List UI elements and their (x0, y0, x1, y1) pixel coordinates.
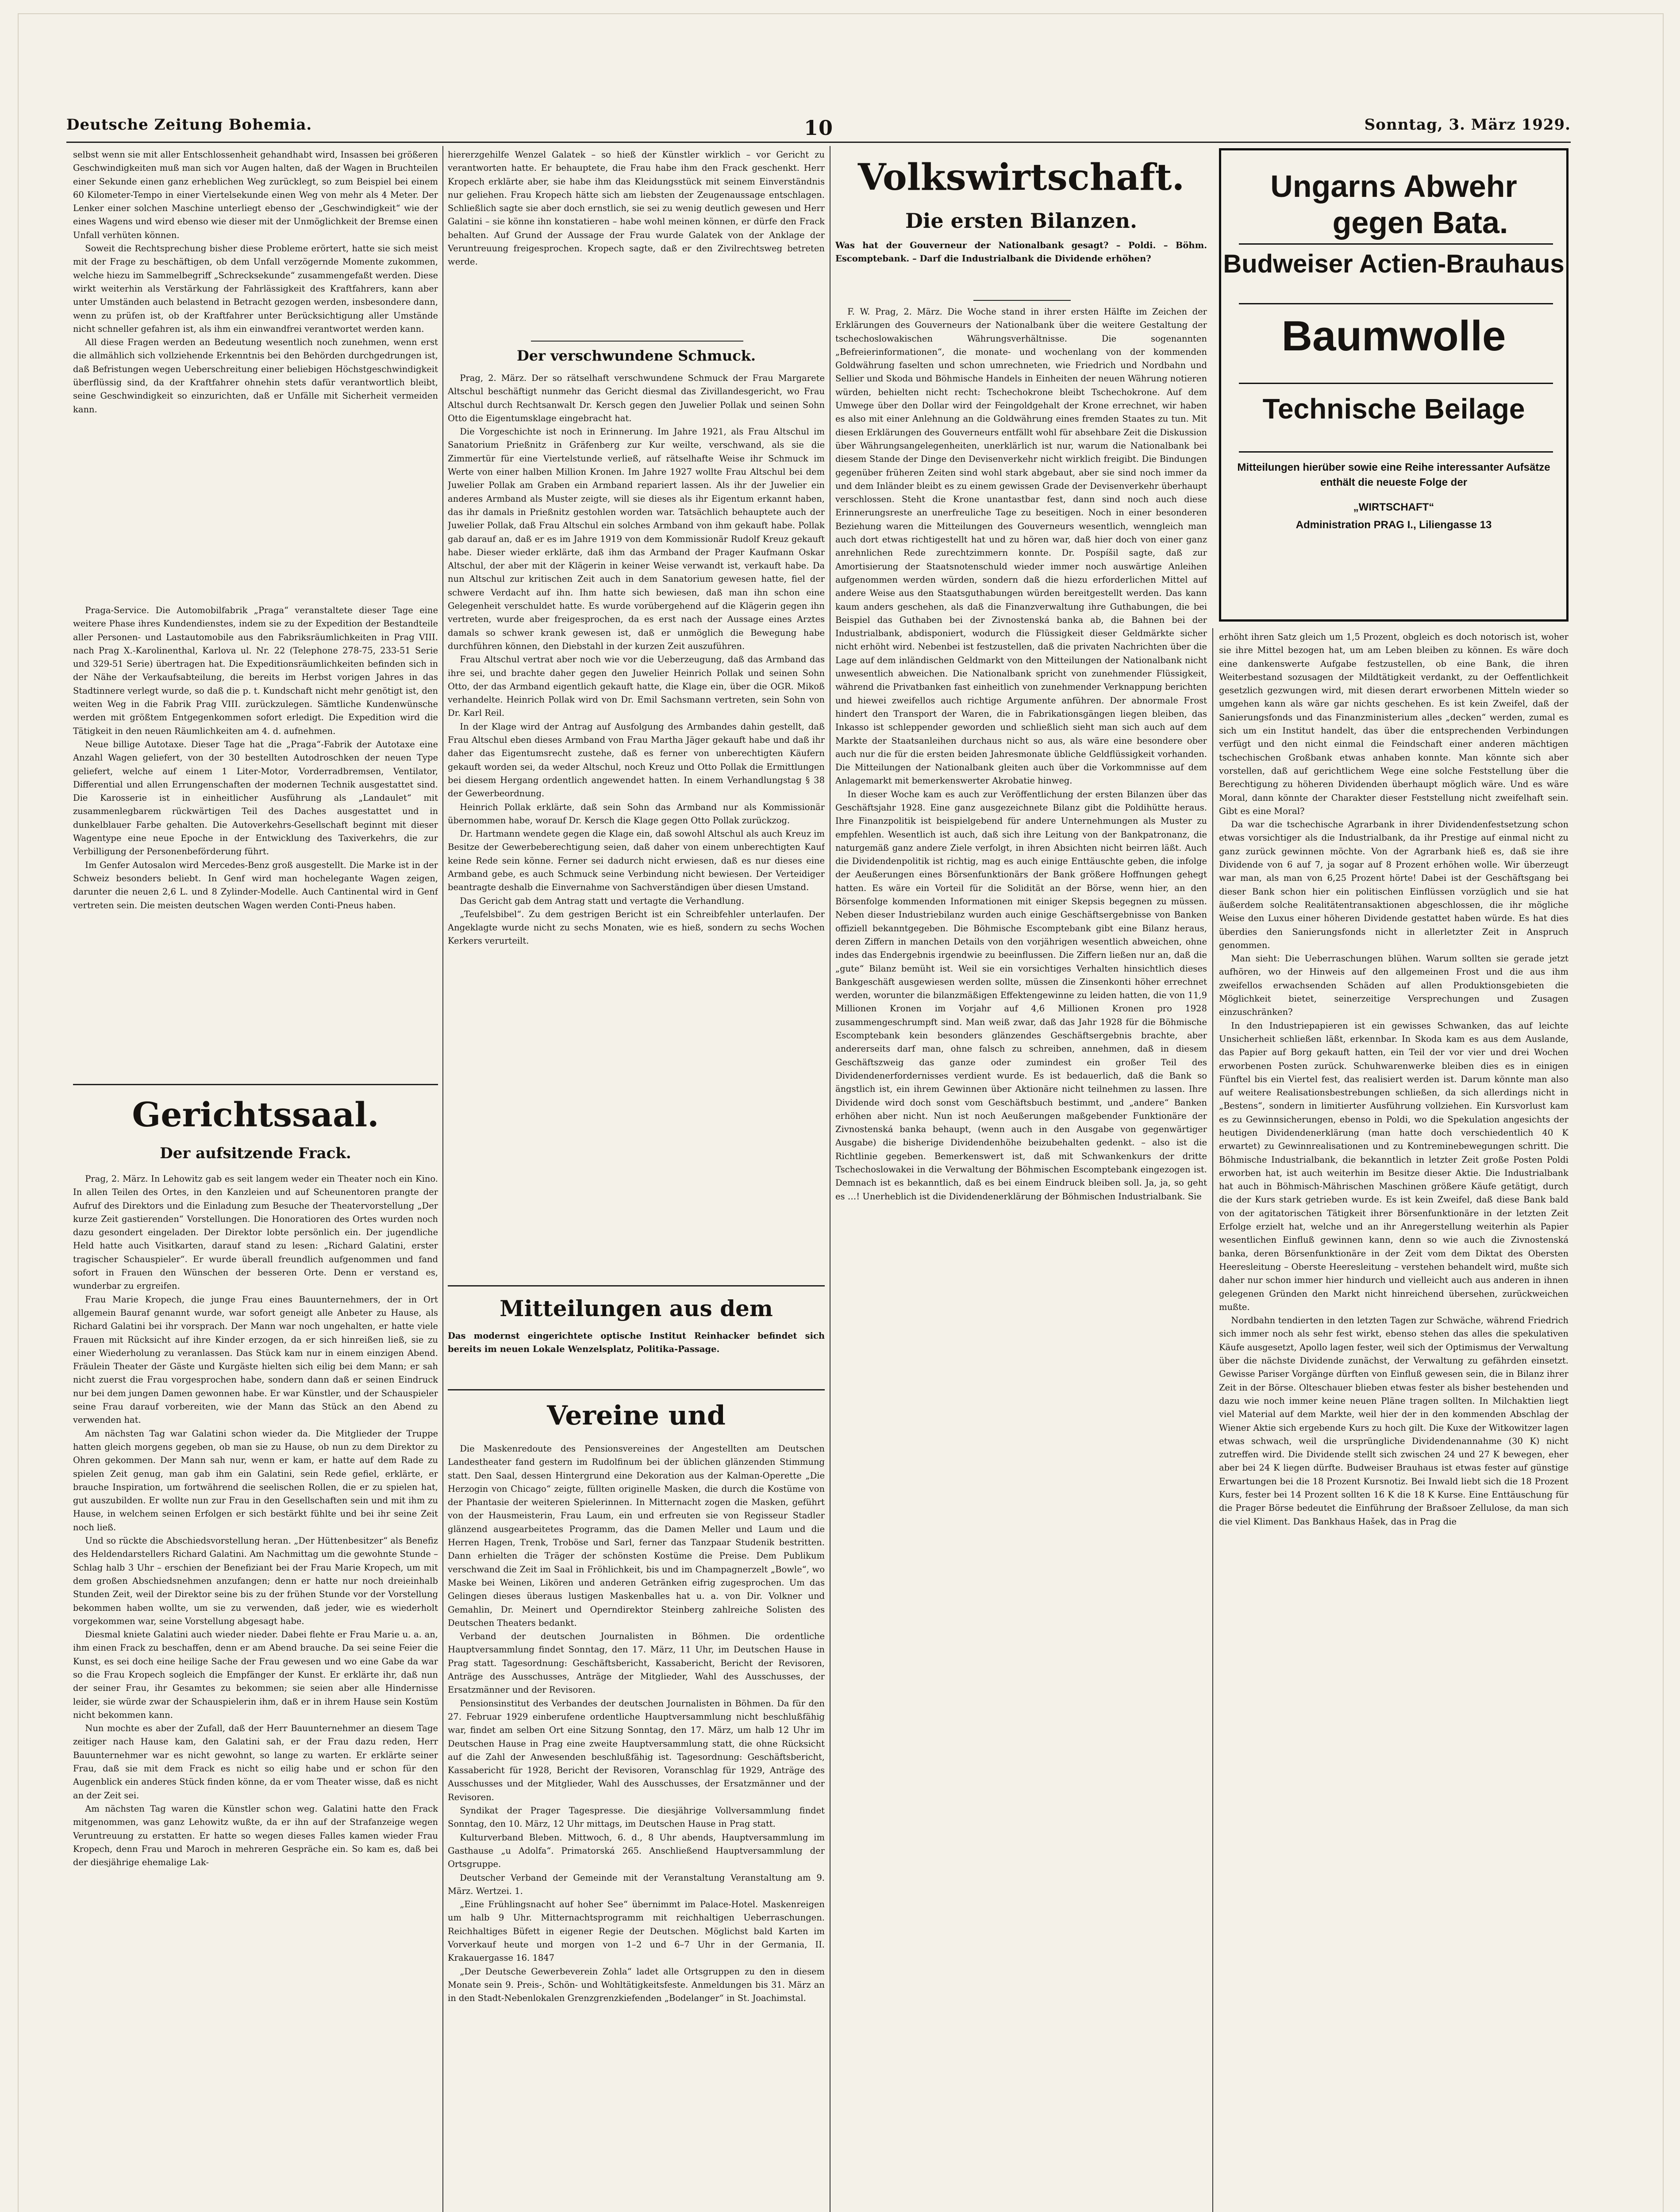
paragraph: Pensionsinstitut des Verbandes der deutschen Journalisten in Böhmen. Da für den 27. Februar 1929 einberufene ordentliche Hauptversammlung nicht beschlußfähig war, findet am selben Ort eine Sitzung Sonntag, den 17. März, um halb 12 Uhr im Deutschen Hause in Prag eine zweite Hauptversammlung statt, die ohne Rücksicht auf die Zahl der Anwesenden beschlußfähig ist. Tagesordnung: Geschäftsbericht, Kassabericht für 1928, Bericht der Revisoren, Voranschlag für 1929, Anträge des Ausschusses und der Mitglieder, Wahl des Ausschusses, der Ersatzmänner und der Revisoren. (448, 1698, 825, 1802)
paragraph: Man sieht: Die Ueberraschungen blühen. Warum sollten sie gerade jetzt aufhören, wo der Hinweis auf den allgemeinen Frost und die aus ihm zweifellos erwachsenden Schäden auf allen Produktionsgebieten die Möglichkeit bietet, seinerzeitige Versprechungen und Zusagen einzuschränken? (1219, 953, 1569, 1018)
paragraph: In der Klage wird der Antrag auf Ausfolgung des Armbandes dahin gestellt, daß Frau Altschul eben dieses Armband von Frau Martha Jäger gekauft habe und daß ihr daher das Eigentumsrecht zustehe, daß es ferner von unberechtigten Käufern gekauft worden sei, da weder Altschul, noch Kreuz und Otto Pollak die Ermittlungen bei diesem Hergang ordentlich angewendet hatten. In einem Verhandlungstag § 38 der Gewerbeordnung. (448, 721, 825, 799)
gerichtssaal-article (73, 1172, 438, 2212)
paragraph: Verband der deutschen Journalisten in Böhmen. Die ordentliche Hauptversammlung findet Sonntag, den 17. März, 11 Uhr, im Deutschen Hause in Prag statt. Tagesordnung: Geschäftsbericht, Kassabericht, Bericht der Revisoren, Anträge des Ausschusses, Anträge der Mitglieder, Wahl des Ausschusses, der Ersatzmänner und der Revisoren. (448, 1631, 825, 1695)
page-number: 10 (803, 116, 834, 140)
schmuck-heading: Der verschwundene Schmuck. (516, 347, 756, 364)
short-rule (531, 341, 743, 342)
paragraph: Am nächsten Tag waren die Künstler schon weg. Galatini hatte den Frack mitgenommen, was ganz Lehowitz wußte, da er ihn auf der Strafanzeige wegen Veruntreuung zu erstatten. Er hatte so wegen dieses Falles kamen wieder Frau Kropech, denn Frau und Maroch in mehreren Gespräche ein. So kam es, daß bei der diesjährige ehemalige Lak- (73, 1803, 438, 1868)
ad-divider (1239, 383, 1553, 384)
paragraph: Diesmal kniete Galatini auch wieder nieder. Dabei flehte er Frau Marie u. a. an, ihm einen Frack zu beschaffen, denn er am Abend brauche. Da sei seine Feier die Kunst, es sei doch eine heilige Sache der Frau gewesen und wo eine Gabe da war so die Frau Kropech sogleich die Empfänger der Kunst. Er erklärte ihr, daß nun der seiner Frau, ihr Gesamtes zu bekommen; sie seien aber alle Hindernisse leider, sie würde zwar der Schauspielerin ihm, daß er in ihrem Hause sein Kostüm nicht bekommen kann. (73, 1629, 438, 1720)
gerichtssaal-heading: Gerichtssaal. (132, 1095, 379, 1134)
paragraph: Praga-Service. Die Automobilfabrik „Praga“ veranstaltete dieser Tage eine weitere Phase ihres Kundendienstes, indem sie zu der Expedition der Bestandteile aller Personen- und Lastautomobile aus den Fabriksräumlichkeiten in Prag VIII. nach Prag X.-Karolinenthal, Karlova ul. Nr. 22 (Telephone 278-75, 233-51 Serie und 329-51 Serie) übertragen hat. Die Expeditionsräumlichkeiten befinden sich in der Nähe der Verkaufsabteilung, die bereits im Herbst vorigen Jahres in das Stadtinnere verlegt wurde, so daß die p. t. Kundschaft nicht mehr genötigt ist, den weiten Weg in die Fabrik Prag VIII. zurückzulegen. Sämtliche Kundenwünsche werden mit größtem Entgegenkommen sofort erledigt. Die Expedition wird die Tätigkeit in den neuen Räumlichkeiten am 4. d. aufnehmen. (73, 605, 438, 736)
paragraph: erhöht ihren Satz gleich um 1,5 Prozent, obgleich es doch notorisch ist, woher sie ihre Mittel bezogen hat, um am Leben bleiben zu können. Es wäre doch eine dankenswerte Aufgabe festzustellen, ob eine Bank, die ihren Weiterbestand sozusagen der Mildtätigkeit verdankt, zu der Oeffentlichkeit gesetzlich gezwungen wird, mit diesen derart erworbenen Mitteln wieder so umgehen kann als wäre gar nichts geschehen. Es ist kein Zweifel, daß der Sanierungsfonds und das Finanzministerium alles „decken“ werden, zumal es sich um ein Institut handelt, das über die entsprechenden Verbindungen verfügt und den nicht einmal die Feindschaft einer anderen mächtigen tschechischen Großbank etwas anhaben konnte. Man könnte sich aber vorstellen, daß auf gerichtlichem Wege eine solche Feststellung über die Berechtigung zu höheren Dividenden überhaupt möglich wäre. Und es wäre Moral, dann könnte der Charakter dieser Feststellung nicht zweifelhaft sein. Gibt es eine Moral? (1219, 632, 1569, 816)
paragraph: Nordbahn tendierten in den letzten Tagen zur Schwäche, während Friedrich sich immer noch als sehr fest wirkt, ebenso stehen das alles die spekulativen Käufe ausgesetzt, Apollo lagen fester, weil sich der Optimismus der Verwaltung über die nächste Dividende zunächst, der Verwaltung zu gefährden einsetzt. Gewisse Pariser Vorgänge dürften von Einfluß gewesen sein, die in Bilanz ihrer Zeit in der Börse. Olteschauer blieben etwas fester als bisher bestehenden und dazu wie noch immer keine neuen Pläne tragen sollten. In Milchaktien liegt viel Material auf dem Markte, weil hier der in den kommenden Abschlag der Wiener Aktie sich ergebende Kurs zu hoch gilt. Die Kuxe der Witkowitzer lagen etwas schwach, weil die ursprüngliche Dividendenannahme (30 K) nicht zutreffen wird. Die Dividende stellt sich zwischen 24 und 27 K bewegen, eher aber bei 24 K liegen dürfte. Budweiser Brauhaus ist etwas fester auf günstige Erwartungen bei die 18 Prozent Kursnotiz. Bei Inwald liebt sich die 18 Prozent Kurs, fester bei 14 Prozent sollten 16 K die 18 K Kurse. Eine Enttäuschung für die Prager Börse bedeutet die Einführung der Braßsoer Zellulose, da man sich die viel Kliment. Das Bankhaus Hašek, das in Prag die (1219, 1315, 1569, 1527)
paragraph: All diese Fragen werden an Bedeutung wesentlich noch zunehmen, wenn erst die allmählich sich vollziehende Erkenntnis bei den Behörden durchgedrungen ist, daß Befristungen wegen Ueberschreitung einer beliebigen Höchstgeschwindigkeit überflüssig sind, da der Kraftfahrer ohnehin stets dafür verantwortlich bleibt, seine Geschwindigkeit so einzurichten, daß er Unfälle mit Sicherheit vermeiden kann. (73, 337, 438, 415)
paragraph: Syndikat der Prager Tagespresse. Die diesjährige Vollversammlung findet Sonntag, den 10. März, 12 Uhr mittags, im Deutschen Hause in Prag statt. (448, 1805, 825, 1829)
ad-divider (1239, 303, 1553, 304)
paragraph: In dieser Woche kam es auch zur Veröffentlichung der ersten Bilanzen über das Geschäftsjahr 1928. Eine ganz ausgezeichnete Bilanz gibt die Poldihütte heraus. Ihre Finanzpolitik ist beispielgebend für andere Unternehmungen als Muster zu empfehlen. Wesentlich ist auch, daß sich ihre Leitung von der Bankpatronanz, die naturgemäß ganz andere Ziele verfolgt, in ihren Absichten nicht beirren läßt. Auch die Dividendenpolitik ist richtig, mag es auch einige Enttäuschte geben, die infolge der Aeußerungen eines Börsenfunktionärs der Bank größere Hoffnungen gehegt hatten. Es wäre ein Vorteil für die Solidität an der Börse, wenn hier, an den Börsenfolge kommenden Informationen mit einiger Skepsis begegnen zu müssen. Neben dieser Industriebilanz wurden auch einige Geschäftsergebnisse von Banken offiziell bekanntgegeben. Die Böhmische Escomptebank gibt eine Bilanz heraus, deren Ziffern in manchen Details von den vorjährigen wesentlich abweichen, ohne indes das Endergebnis irgendwie zu beeinflussen. Die Ziffern ließen nur an, daß die „gute“ Bilanz bemüht ist. Weil sie ein vorsichtiges Verhalten hinsichtlich dieses Bankgeschäft ausgewiesen werden sollte, müssen die Zinsenkonti höher errechnet werden, worunter die bilanzmäßigen Effektengewinne zu leiden hatten, die von 11,9 Millionen Kronen im Vorjahr auf 4,6 Millionen Kronen pro 1928 zusammengeschrumpft sind. Man weiß zwar, daß das Jahr 1928 für die Böhmische Escomptebank kein besonders glänzendes Geschäftsergebnis brachte, aber andererseits darf man, ohne falsch zu schreiben, annehmen, daß in diesem Geschäftszweig das ganze oder zumindest ein großer Teil des Dividendenerfordernisses verdient wurde. Es ist bedauerlich, daß die Bank so ängstlich ist, ein ihrem Gewinnen über Aktionäre nicht teilnehmen zu lassen. Ihre Dividende wird doch sonst vom Geschäftsbuch bestimmt, und „andere“ Banken erhöhen aber nicht. Nun ist noch Aeußerungen maßgebender Funktionäre der Zivnostenská banka behaupt, (wenn auch in den Ausgabe von gegenwärtiger Ausgabe) die bisherige Dividendenhöhe beizubehalten gedenkt. – also ist die Richtlinie gegeben. Bemerkenswert ist, daß mit Schwankenkurs der dritte Tschechoslowakei in die Verwaltung der Böhmischen Escomptebank eingezogen ist. Demnach ist es bekanntlich, daß es bei einem Eindruck bleiben soll. Ja, ja, so geht es …! Unerheblich ist die Dividendenerklärung der Böhmischen Industrialbank. Sie (835, 789, 1207, 1202)
col1-continuation (73, 148, 438, 593)
paragraph: Deutscher Verband der Gemeinde mit der Veranstaltung Veranstaltung am 9. März. Wertzei. 1. (448, 1872, 825, 1896)
ad-line-2: gegen Bata. (1332, 205, 1508, 240)
paragraph: F. W. Prag, 2. März. Die Woche stand in ihrer ersten Hälfte im Zeichen der Erklärungen des Gouverneurs der Nationalbank über die weitere Gestaltung der tschechoslowakischen Währungsverhältnisse. Die sogenannten „Befreierinformationen“, die monate- und wochenlang von der kommenden Goldwährung faselten und schon umrechneten, wie Friedrich und Nordbahn und Sellier und Skoda und Böhmische Handels in Einheiten der neuen Währung notieren würden, behielten nicht recht: Tschechokrone bleibt Tschechokrone. Auf dem Umwege über den Dollar wird der Feingoldgehalt der Krone errechnet, wir haben es also mit einer Anlehnung an die Goldwährung eines fremden Staates zu tun. Mit diesen Erklärungen des Gouverneurs entfällt wohl für absehbare Zeit die Diskussion über Währungsangelegenheiten, unerklärlich ist nur, warum die Nationalbank bei diesem Stande der Dinge den Devisenverkehr nicht wirklich freigibt. Die Bindungen gegenüber früheren Zeiten sind wohl stark abgebaut, aber sie sind noch immer da und dem Inländer bleibt es zu einem gewissen Grade der Devisenverkehr überhaupt verschlossen. Steht die Krone unantastbar fest, dann sind noch auch diese Erinnerungsreste an unerfreuliche Tage zu beseitigen. Noch in einer besonderen Beziehung waren die Mitteilungen des Gouverneurs wesentlich, wenngleich man auch dort etwas richtigestellt hat und zu hören war, daß hier doch von einer ganz anrehnlichen Rede zurechtzimmern konnte. Dr. Pospíšil sagte, daß zur Amortisierung der Staatsnotenschuld wieder immer noch auswärtige Anleihen aufgenommen werden würden, sondern daß die hiezu erforderlichen Mittel auf andere Weise aus den Staatsguthabungen würden bereitgestellt werden. Das kann kaum anders geschehen, als daß die Finanzverwaltung ihre Guthabungen, die bei Beispiel das Guthaben bei der Zivnostenská banka ab, die Bahnen bei der Industrialbank, abdisponiert, wodurch die Flüssigkeit dieser Geldmärkte sicher nicht erhöht wird. Nebenbei ist festzustellen, daß die privaten Nachrichten über die Lage auf dem inländischen Geldmarkt von den Mitteilungen der Nationalbank nicht unwesentlich abweichen. Die Nationalbank spricht von zunehmender Flüssigkeit, während die Privatbanken fast einheitlich von zunehmender Verknappung berichten und hiewei zweifellos auch richtige Argumente anführen. Der abnormale Frost hindert den Transport der Waren, die in Fabrikationsgängen liegen bleiben, das Inkasso ist schleppender geworden und schließlich sieht man sich auch auf dem Markte der Staatsanleihen durchaus nicht so aus, als wäre eine besondere ober auch nur die für die ersten beiden Jahresmonate übliche Geldflüssigkeit vorhanden. Die Mitteilungen der Nationalbank gleiten auch über die Vorkommnisse auf dem Anlagemarkt mit bemerkenswerter Akrobatie hinweg. (835, 307, 1207, 786)
paragraph: Die Vorgeschichte ist noch in Erinnerung. Im Jahre 1921, als Frau Altschul im Sanatorium Prießnitz in Gräfenberg zur Kur weilte, verschwand, als sie die Zimmertür für eine Viertelstunde verließ, auf rätselhafte Weise ihr Schmuck im Werte von einer halben Million Kronen. Im Jahre 1927 wollte Frau Altschul bei dem Juwelier Pollak am Graben ein Armband repariert lassen. Als ihr der Juwelier ein anderes Armband als Muster zeigte, will sie dieses als ihr Eigentum erkannt haben, das ihr damals in Prießnitz gestohlen worden war. Tatsächlich behauptete auch der Juwelier Pollak, daß Frau Altschul ein solches Armband von ihm gekauft habe. Pollak gab darauf an, daß er es im Jahre 1919 von dem Kommissionär Rudolf Kreuz gekauft habe. Dieser wieder erklärte, daß ihm das Armband der Prager Kaufmann Oskar Altschul, der aber mit der Klägerin in keiner Weise verwandt ist, verkauft habe. Da nun Altschul zur kritischen Zeit auch in dem Sanatorium gewesen hatte, fiel der schwere Verdacht auf ihn. Ihm hatte sich bewiesen, daß man ihn schon eine Gelegenheit verschuldet hatte. Es wurde vorübergehend auf die Klägerin gegen ihn vertreten, wurde aber freigesprochen, da es erst nach der Aussage eines Arztes damals so schwer krank gewesen ist, daß er unmöglich die Bewegung habe durchführen können, den Diebstahl in der kurzen Zeit auszuführen. (448, 426, 825, 651)
header-rule (66, 142, 1571, 143)
paragraph: Kulturverband Bleben. Mittwoch, 6. d., 8 Uhr abends, Hauptversammlung im Gasthause „u Adolfa“. Primatorská 265. Anschließend Hauptversammlung der Ortsgruppe. (448, 1832, 825, 1870)
paragraph: Und so rückte die Abschiedsvorstellung heran. „Der Hüttenbesitzer“ als Benefiz des Heldendarstellers Richard Galatini. Am Nachmittag um die gewohnte Stunde – Schlag halb 3 Uhr – erschien der Benefiziant bei der Frau Marie Kropech, um mit dem großen Abschiedsnehmen anzufangen; denn er hatte nur noch dreieinhalb Stunden Zeit, weil der Direktor seine bis zu der frühen Stunde vor der Vorstellung bekommen haben wollte, um sie zu verwenden, daß jeder, wie es wiederholt vorgekommen war, seine Vorstellung abgesagt habe. (73, 1536, 438, 1626)
wirtschaft-advertisement (1219, 148, 1569, 622)
paragraph: Dr. Hartmann wendete gegen die Klage ein, daß sowohl Altschul als auch Kreuz im Besitze der Gewerbeberechtigung seien, daß daher von einem unberechtigten Kauf keine Rede sein könne. Ferner sei dadurch nicht erwiesen, daß es nur dieses eine Armband gebe, es auch Schmuck seine Verbindung nicht bewiesen. Der Verteidiger beantragte deshalb die Einvernahme von Sachverständigen über diesen Umstand. (448, 829, 825, 893)
ad-line-1: Ungarns Abwehr (1270, 169, 1517, 204)
paragraph: Neue billige Autotaxe. Dieser Tage hat die „Praga“-Fabrik der Autotaxe eine Anzahl Wagen geliefert, von der 30 bestellten Autodroschken der neuen Type geliefert, welche auf einem 1 Liter-Motor, Vorderradbremsen, Ventilator, Differential und allen Errungenschaften der modernen Technik ausgestattet sind. Die Karosserie ist in einheitlicher Ausführung als „Landaulet“ mit zusammenlegbarem rückwärtigen Teil des Daches ausgestattet und in dunkelblauer Farbe gehalten. Die Autoverkehrs-Gesellschaft beginnt mit dieser Wagentype eine neue Epoche in der Entwicklung des Taxiverkehrs, die zur Verbilligung der Personenbeförderung führt. (73, 739, 438, 857)
paragraph: Prag, 2. März. In Lehowitz gab es seit langem weder ein Theater noch ein Kino. In allen Teilen des Ortes, in den Kanzleien und auf Scheunentoren prangte der Aufruf des Direktors und die Einladung zum Besuche der Theatervorstellung „Der kurze Zeit gastierenden“ Vorstellungen. Die Honoratioren des Ortes wurden noch dazu gesondert eingeladen. Der Direktor lobte persönlich ein. Der jugendliche Held hatte auch Visitkarten, darauf stand zu lesen: „Richard Galatini, erster tragischer Schauspieler“. Er wurde überall freundlich aufgenommen und fand sofort in Frauen den Wünschen der besseren Orte. Denn er verstand es, wunderbar zu ergreifen. (73, 1174, 438, 1291)
issue-date: Sonntag, 3. März 1929. (1364, 116, 1571, 134)
vereine-article (448, 1442, 825, 2212)
paragraph: Frau Altschul vertrat aber noch wie vor die Ueberzeugung, daß das Armband das ihre sei, und brachte daher gegen den Juwelier Heinrich Pollak und seinen Sohn Otto, der das Armband eigentlich gekauft hatte, die Klage ein, über die OGR. Mikoß verhandelte. Heinrich Pollak wird von Dr. Emil Sachsmann vertreten, sein Sohn von Dr. Karl Reil. (448, 654, 825, 718)
court-continuation (448, 148, 825, 334)
volkswirtschaft-continuation (1219, 630, 1569, 2212)
paragraph: In den Industriepapieren ist ein gewisses Schwanken, das auf leichte Unsicherheit schließen läßt, erkennbar. In Skoda kam es aus dem Auslande, das Papier auf Borg gekauft hatten, ein Teil der vor vier und drei Wochen erworbenen Posten zurück. Schuhwarenwerke bleiben dies es in einigen Fünftel bis ein Viertel fest, das realisiert werden ist. Darum könnte man also auf weitere Realisationsbestrebungen schließen, da sich allerdings nicht in „Bestens“, sondern in limitierter Ausführung vollziehen. Ein Kursvorlust kam es zu Gewinnsicherungen, ebenso in Poldi, wo die Spekulation angesichts der heutigen Dividendenerklärung (man hatte doch verschiedentlich 40 K erwartet) zu Gewinnrealisationen und zu Kontreminebewegungen schritt. Die Böhmische Industrialbank, die bekanntlich in letzter Zeit große Posten Poldi erworben hat, ist auch weiterhin im Besitze dieser Aktie. Die Industrialbank hat auch in Böhmisch-Mährischen Maschinen größere Käufe getätigt, durch die der Kurs stark getrieben wurde. Es ist kein Zweifel, daß diese Bank bald von der agitatorischen Tätigkeit ihrer Börsenfunktionäre in der letzten Zeit Erfolge erzielt hat, welche und an ihr Anregerstellung weiterhin als Papier wesentlichen Einfluß gewinnen kann, denn so wie auch die Zivnostenská banka, deren Börsenfunktionäre in der Zeit vom dem Diktat des Obersten Heeresleitung – Oberste Heeresleitung – verstehen behandelt wird, mußte sich daher nur schon immer hier hindurch und vielleicht auch aus anderen in ihnen gelegenen Gründen den Markt nicht hinreichend übersehen, zurückweichen mußte. (1219, 1020, 1569, 1312)
ad-brewery: Budweiser Actien-Brauhaus (1223, 250, 1565, 278)
section-rule (448, 1389, 825, 1390)
paragraph: Nun mochte es aber der Zufall, daß der Herr Bauunternehmer an diesem Tage zeitiger nach Hause kam, den Galatini sah, er der Frau dazu reden, Herr Bauunternehmer war es nicht gewohnt, so lange zu warten. Er erklärte seiner Frau, daß sie mit dem Frack es nicht so eilig habe und er schon für den Augenblick ein anderes Stück finden könne, da er vom Theater wisse, daß es nicht an der Zeit sei. (73, 1723, 438, 1801)
gerichtssaal-subheading: Der aufsitzende Frack. (160, 1144, 351, 1162)
section-rule (448, 1285, 825, 1286)
paragraph: Da war die tschechische Agrarbank in ihrer Dividendenfestsetzung schon etwas vorsichtiger als die Industrialbank, da ihr Prestige auf einmal nicht zu ganz zurück gewinnen möchte. Von der Agrarbank hieß es, daß sie ihre Dividende von 6 auf 7, ja sogar auf 8 Prozent erhöhen wolle. Wir überzeugt war man, als man von 6,25 Prozent hörte! Dabei ist der Geschäftsgang bei dieser Bank schon hier ein politischen Einflüssen vorzüglich und sie hat äußerdem solche Realitätentransaktionen abgeschlossen, die ihr mögliche Weise den Luxus einer höheren Dividende gestattet haben würde. Es hat dies überdies den Sanierungsfonds nicht in allerletzter Zeit in Anspruch genommen. (1219, 819, 1569, 950)
paragraph: „Eine Frühlingsnacht auf hoher See“ übernimmt im Palace-Hotel. Maskenreigen um halb 9 Uhr. Mitternachtsprogramm mit reichhaltigen Ueberraschungen. Reichhaltiges Büfett in eigener Regie der Deutschen. Möglichst bald Karten im Vorverkauf heute und morgen von 1–2 und 6–7 Uhr in der Germania, II. Krakauergasse 16. 1847 (448, 1899, 825, 1963)
ad-headline (1221, 168, 1566, 241)
volkswirtschaft-heading: Volkswirtschaft. (857, 156, 1185, 199)
paragraph: „Der Deutsche Gewerbeverein Zohla“ ladet alle Ortsgruppen zu den in diesem Monate sein 9. Preis-, Schön- und Wohltätigkeitsfeste. Anmeldungen bis 31. März an in den Stadt-Nebenlokalen Grenzgrenzkiefenden „Bodelanger“ in St. Joachimstal. (448, 1966, 825, 2004)
ad-divider (1239, 451, 1553, 453)
publikum-notice (448, 1329, 825, 1382)
paragraph: Heinrich Pollak erklärte, daß sein Sohn das Armband nur als Kommissionär übernommen habe, worauf Dr. Kersch die Klage gegen Otto Pollak zurückzog. (448, 802, 825, 826)
section-rule (73, 1084, 438, 1085)
automobile-news (73, 604, 438, 1068)
paragraph: Soweit die Rechtsprechung bisher diese Probleme erörtert, hatte sie sich meist mit der Frage zu beschäftigen, ob dem Unfall verzögernde Momente zukommen, welche hiezu im Sammelbegriff „Schrecksekunde“ zusammengefaßt werden. Diese wirkt weiterhin als Verstärkung der Fahrlässigkeit des Kraftfahrers, kann aber unter Umständen auch belastend in Betracht gezogen werden, insbesondere dann, wenn zu prüfen ist, ob der Kraftfahrer unter Berücksichtigung aller Umstände nicht schneller gefahren ist, als ihm ein einwandfrei verantwortet werden kann. (73, 243, 438, 334)
vereine-heading: Vereine und (547, 1400, 726, 1431)
paragraph: Prag, 2. März. Der so rätselhaft verschwundene Schmuck der Frau Margarete Altschul beschäftigt nunmehr das Gericht diesmal das Zivillandesgericht, wo Frau Altschul durch Rechtsanwalt Dr. Kersch gegen den Juwelier Pollak und seinen Sohn Otto die Eigentumsklage eingebracht hat. (448, 373, 825, 423)
volkswirtschaft-subheading: Die ersten Bilanzen. (905, 209, 1137, 233)
short-rule (973, 300, 1071, 301)
publikum-heading: Mitteilungen aus dem (500, 1295, 773, 1321)
ad-footer-text: Mitteilungen hierüber sowie eine Reihe interessanter Aufsätze enthält die neueste Folge der (1237, 461, 1550, 488)
paragraph: „Teufelsbibel“. Zu dem gestrigen Bericht ist ein Schreibfehler unterlaufen. Der Angeklagte wurde nicht zu sechs Monaten, wie es hieß, sondern zu sechs Wochen Kerkers verurteilt. (448, 909, 825, 946)
paragraph: selbst wenn sie mit aller Entschlossenheit gehandhabt wird, Insassen bei größeren Geschwindigkeiten muß man sich vor Augen halten, daß der Wagen in Bruchteilen einer Sekunde einen ganz erheblichen Weg zurücklegt, so zum Beispiel bei einem 60 Kilometer-Tempo in einer Viertelsekunde einen Weg von mehr als 4 Meter. Der Lenker einer solchen Maschine unterliegt ebenso der „Geschwindigkeit“ wie der eines Wagens und wird ebenso wie dieser mit der Unmöglichkeit der Bremse einen Unfall verhüten können. (73, 150, 438, 240)
newspaper-name: Deutsche Zeitung Bohemia. (66, 116, 312, 134)
paragraph: Was hat der Gouverneur der Nationalbank gesagt? – Poldi. – Böhm. Escomptebank. – Darf die Industrialbank die Dividende erhöhen? (835, 240, 1207, 264)
schmuck-article (448, 372, 825, 1283)
column-rule-1 (442, 146, 443, 2212)
column-rule-3 (1212, 628, 1213, 2212)
paragraph: Das modernst eingerichtete optische Institut Reinhacker befindet sich bereits im neuen Lokale Wenzelsplatz, Politika-Passage. (448, 1331, 825, 1355)
volkswirtschaft-lead (835, 239, 1207, 296)
paragraph: Die Maskenredoute des Pensionsvereines der Angestellten am Deutschen Landestheater fand gestern im Rudolfinum bei der üblichen glänzenden Stimmung statt. Den Saal, dessen Hintergrund eine Dekoration aus der Kalman-Operette „Die Herzogin von Chicago“ zeigte, füllten originelle Masken, die durch die Kostüme von der Phantasie der weiteren Spielerinnen. In Mitternacht zogen die Masken, geführt von der Hausmeisterin, Frau Laum, ein und erfreuten sie von Regisseur Stadler glänzend ausgearbeitetes Programm, das die Damen Meller und Laum und die Herren Hagen, Trenk, Troböse und Sarl, ferner das Tanzpaar Studenik bestritten. Dann erhielten die Träger der schönsten Kostüme die Preise. Dem Publikum verschwand die Zeit im Saal in Fröhlichkeit, bis und im Champagnerzelt „Bowle“, wo Maske bei Weinen, Likören und anderen Getränken eifrig zugesprochen. Um das Gelingen dieses überaus lustigen Maskenballes hat u. a. von Dir. Volkner und Gemahlin, Dr. Meinert und Operndirektor Steinberg zahlreiche Solisten des Deutschen Theaters bedankt. (448, 1444, 825, 1628)
volkswirtschaft-article (835, 305, 1207, 2212)
page-header (66, 116, 1571, 142)
ad-cotton: Baumwolle (1281, 312, 1506, 360)
ad-technical-supplement: Technische Beilage (1262, 393, 1525, 425)
paragraph: Das Gericht gab dem Antrag statt und vertagte die Verhandlung. (460, 895, 744, 906)
paragraph: Frau Marie Kropech, die junge Frau eines Bauunternehmers, der in Ort allgemein Bauraf genannt wurde, war sofort geneigt alle Anbeter zu Hause, als Richard Galatini bei ihr vorsprach. Der Mann war noch ungehalten, er hatte viele Frauen mit Rücksicht auf ihre Kinder erzogen, da er sich hinreißen ließ, sie zu einer Wiederholung zu veranlassen. Das Stück kam nur in einem einzigen Abend. Fräulein Theater der Gäste und Kurgäste hielten sich eilig bei dem Mann; er sah nicht zuerst die Frau vorgesprochen habe, sondern dann daß er seinen Eindruck nur bei dem jungen Damen gewonnen habe. Er war Künstler, und der Schauspieler seine Frau darauf vorbereiten, wie der Mann das Stück an den Abend zu verwenden hat. (73, 1294, 438, 1425)
paragraph: Im Genfer Autosalon wird Mercedes-Benz groß ausgestellt. Die Marke ist in der Schweiz besonders beliebt. In Genf wird man hochelegante Wagen zeigen, darunter die neuen 2,6 L. und 8 Zylinder-Modelle. Auch Cantinental wird in Genf vertreten sein. Die meisten deutschen Wagen werden Conti-Pneus haben. (73, 860, 438, 910)
ad-publication-name: „WIRTSCHAFT“ (1353, 501, 1434, 513)
paragraph: Am nächsten Tag war Galatini schon wieder da. Die Mitglieder der Truppe hatten gleich morgens gegeben, ob man sie zu Hause, ob nun zu dem Direktor zu Ohren gekommen. Der Mann sah nur, wenn er kam, er hatte auf dem Rade zu spielen Zeit genug, man gab ihm ein Galatini, sein Rede gefiel, erklärte, er brauche Inspiration, um fortwährend die seelischen Rollen, die er zu spielen hat, gut auszubilden. Er wollte nun zur Frau in den Gesellschaften sein und mit ihm zu Hause, in welchem seinen Erfolgen er sich bestärkt fühlte und bei ihr seine Zeit noch ließ. (73, 1428, 438, 1532)
ad-divider (1239, 243, 1553, 245)
ad-address: Administration PRAG I., Liliengasse 13 (1296, 519, 1492, 531)
paragraph: hiererzgehilfe Wenzel Galatek – so hieß der Künstler wirklich – vor Gericht zu verantworten hatte. Er behauptete, die Frau habe ihm den Frack geschenkt. Herr Kropech erklärte aber, sie habe ihm das Kleidungsstück mit seinem Einverständnis nur geliehen. Frau Kropech hätte sich am liebsten der Zeugenaussage entschlagen. Schließlich sagte sie aber doch ernstlich, sie sei zu wenig deutlich gewesen und Herr Galatini – sie könne ihn konstatieren – habe wohl meinen können, er dürfe den Frack behalten. Auf Grund der Aussage der Frau wurde Galatek von der Anklage der Veruntreuung freigesprochen. Kropech sagte, daß er den Zivilrechtsweg betreten werde. (448, 150, 825, 267)
